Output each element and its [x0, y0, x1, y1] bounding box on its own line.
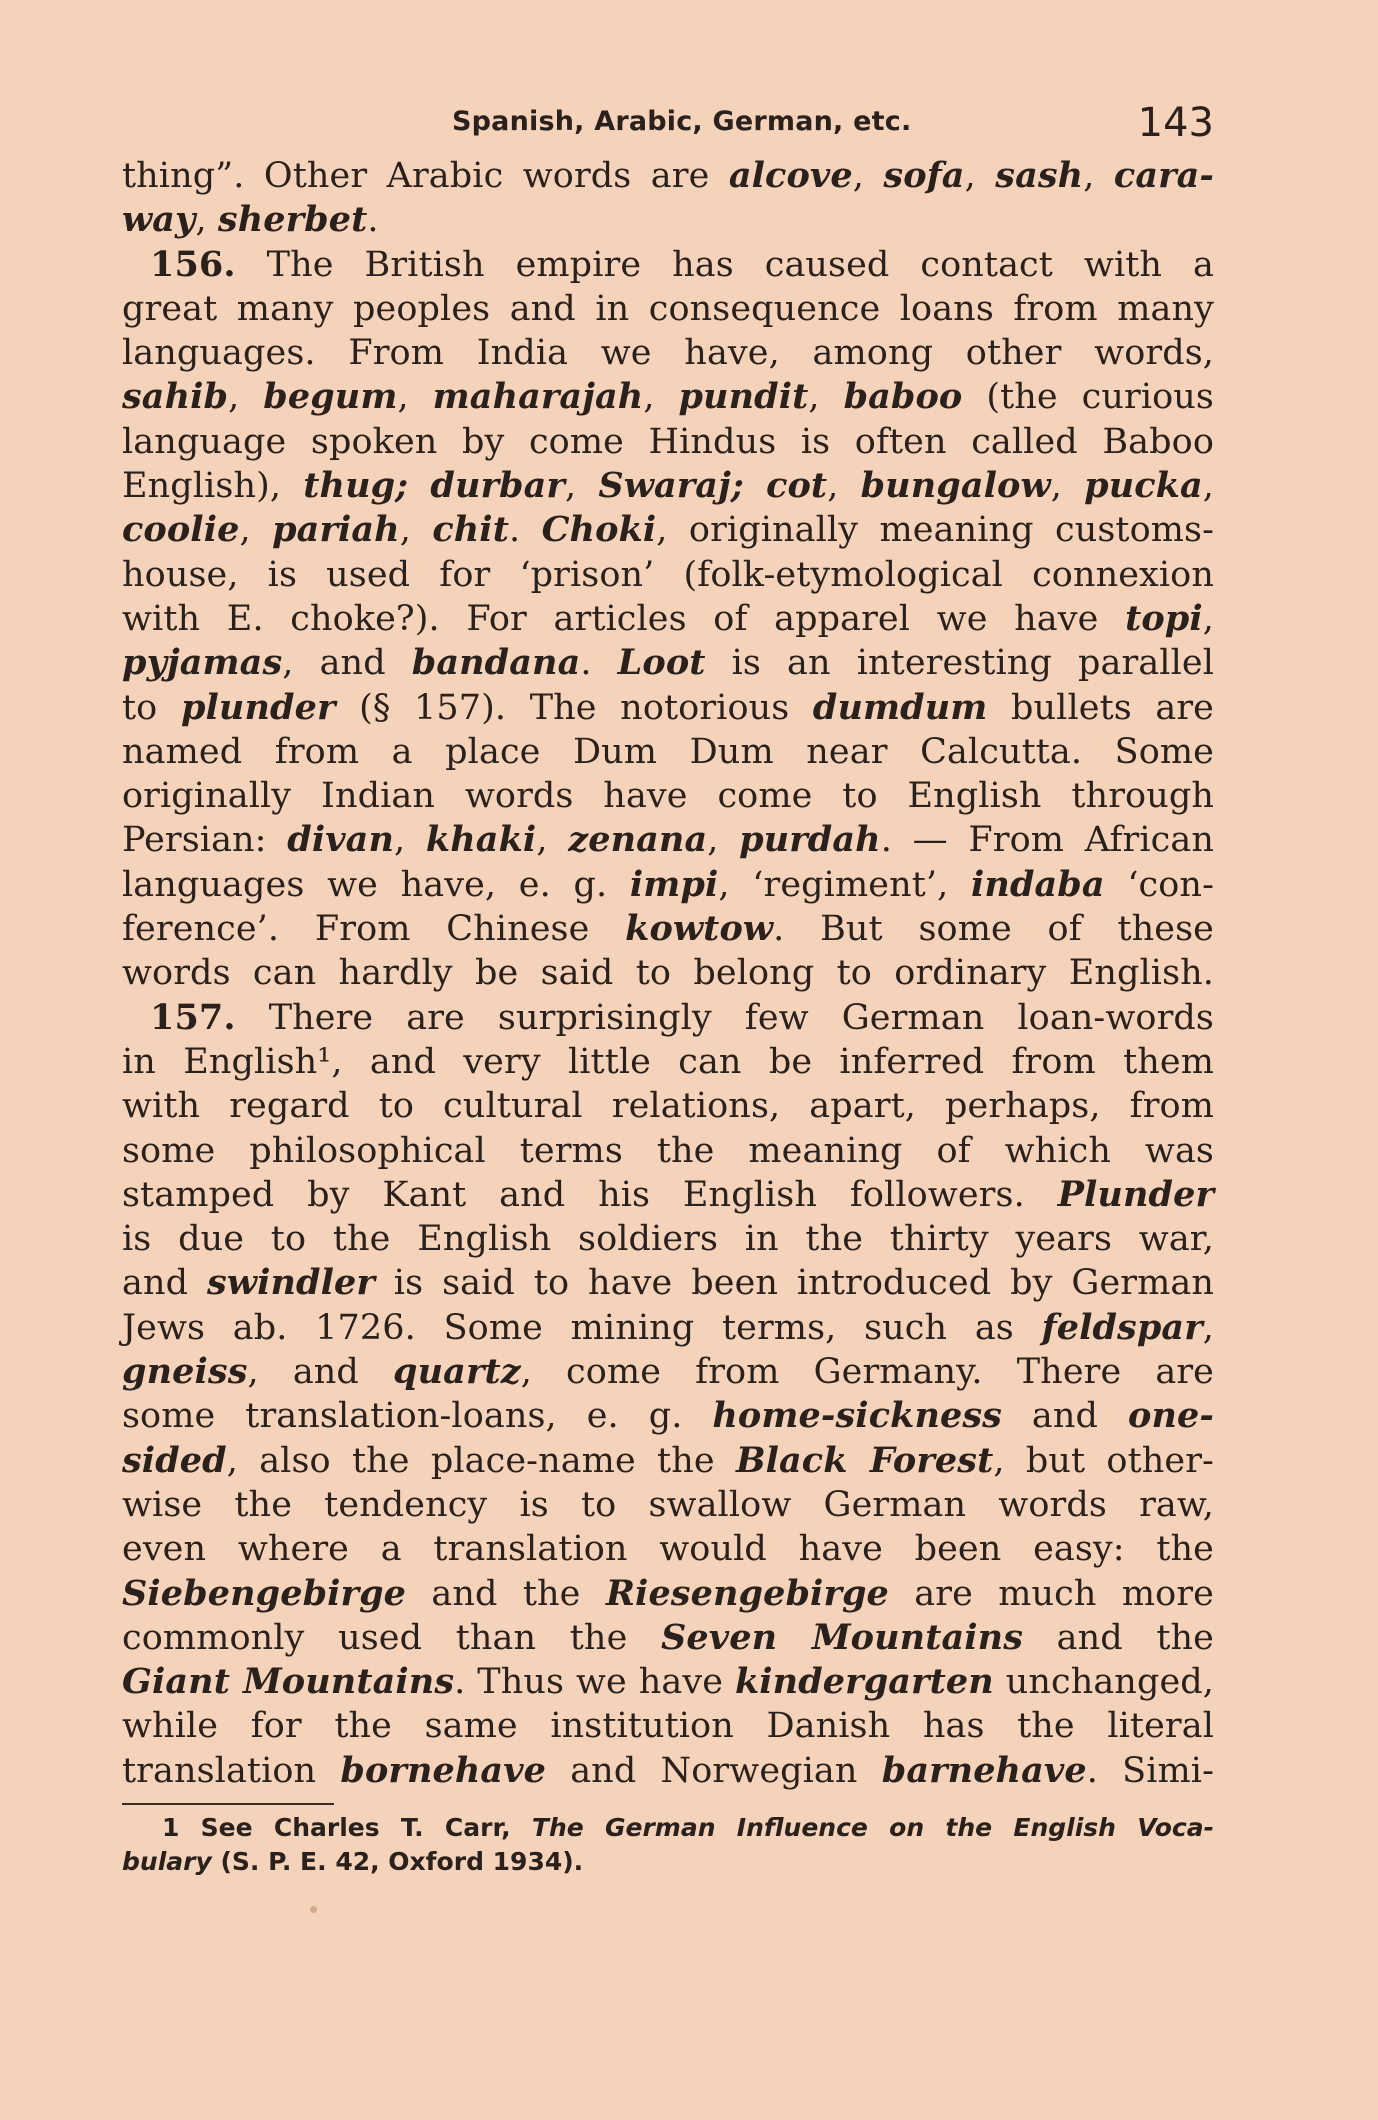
running-head: Spanish, Arabic, German, etc.	[452, 106, 912, 137]
text-line: sided, also the place-name the Black Forest, but other-	[122, 1439, 1214, 1481]
text-line: great many peoples and in consequence loans from many	[122, 288, 1214, 329]
page-header	[122, 92, 1214, 154]
text-line: some philosophical terms the meaning of which was	[122, 1130, 1214, 1171]
text-line: coolie, pariah, chit. Choki, originally meaning customs-	[122, 509, 1215, 551]
footnote-line: bulary (S. P. E. 42, Oxford 1934).	[122, 1846, 584, 1876]
text-line: while for the same institution Danish has the literal	[122, 1706, 1214, 1747]
text-line: 156. The British empire has caused contact with a	[150, 243, 1214, 285]
text-line: wise the tendency is to swallow German words raw,	[122, 1484, 1214, 1525]
footnote-rule	[122, 1803, 334, 1805]
book-page	[122, 92, 1214, 1879]
text-line: with regard to cultural relations, apart, perhaps, from	[122, 1086, 1214, 1127]
text-line: 157. There are surprisingly few German loan-words	[150, 996, 1214, 1038]
section-number: 157.	[150, 996, 236, 1038]
footnote-line: 1 See Charles T. Carr, The German Influence on the English Voca-	[162, 1812, 1214, 1842]
text-line: and swindler is said to have been introduced by German	[122, 1262, 1214, 1304]
text-line: thing”. Other Arabic words are alcove, sofa, sash, cara-	[122, 155, 1215, 196]
text-line: Jews ab. 1726. Some mining terms, such as feldspar,	[122, 1306, 1214, 1348]
text-line: ference’. From Chinese kowtow. But some of these	[122, 908, 1214, 950]
body-text	[122, 154, 1214, 1793]
text-line: stamped by Kant and his English followers. Plunder	[122, 1173, 1214, 1215]
text-line: house, is used for ‘prison’ (folk-etymological connexion	[122, 554, 1214, 595]
text-line: languages we have, e. g. impi, ‘regiment’, indaba ‘con-	[122, 863, 1214, 905]
text-line: translation bornehave and Norwegian barnehave. Simi-	[122, 1749, 1214, 1791]
text-line: languages. From India we have, among other words,	[122, 333, 1214, 374]
footnote	[122, 1811, 1214, 1879]
section-number: 156.	[150, 243, 236, 285]
text-line: words can hardly be said to belong to ordinary English.	[122, 953, 1214, 994]
text-line: even where a translation would have been easy: the	[122, 1529, 1214, 1570]
text-line: originally Indian words have come to English through	[122, 776, 1214, 817]
text-line: is due to the English soldiers in the thirty years war,	[122, 1219, 1214, 1260]
text-line: sahib, begum, maharajah, pundit, baboo (the curious	[122, 376, 1214, 418]
paper-speck	[310, 1906, 317, 1913]
page-number: 143	[1137, 100, 1214, 146]
text-line: in English¹, and very little can be inferred from them	[122, 1041, 1214, 1082]
text-line: with E. choke?). For articles of apparel we have topi,	[122, 597, 1214, 639]
text-line: to plunder (§ 157). The notorious dumdum bullets are	[122, 686, 1214, 728]
text-line: language spoken by come Hindus is often called Baboo	[122, 421, 1214, 462]
text-line: named from a place Dum Dum near Calcutta. Some	[122, 731, 1214, 772]
text-line: way, sherbet.	[122, 199, 379, 241]
text-line: Giant Mountains. Thus we have kindergarten unchanged,	[122, 1661, 1214, 1703]
text-line: Persian: divan, khaki, zenana, purdah. — From African	[122, 819, 1214, 861]
text-line: English), thug; durbar, Swaraj; cot, bungalow, pucka,	[122, 465, 1215, 507]
text-line: commonly used than the Seven Mountains and the	[122, 1616, 1215, 1658]
text-line: Siebengebirge and the Riesengebirge are much more	[122, 1572, 1214, 1614]
text-line: pyjamas, and bandana. Loot is an interesting parallel	[122, 642, 1215, 684]
text-line: gneiss, and quartz, come from Germany. There are	[122, 1351, 1214, 1393]
text-line: some translation-loans, e. g. home-sickness and one-	[122, 1395, 1214, 1437]
